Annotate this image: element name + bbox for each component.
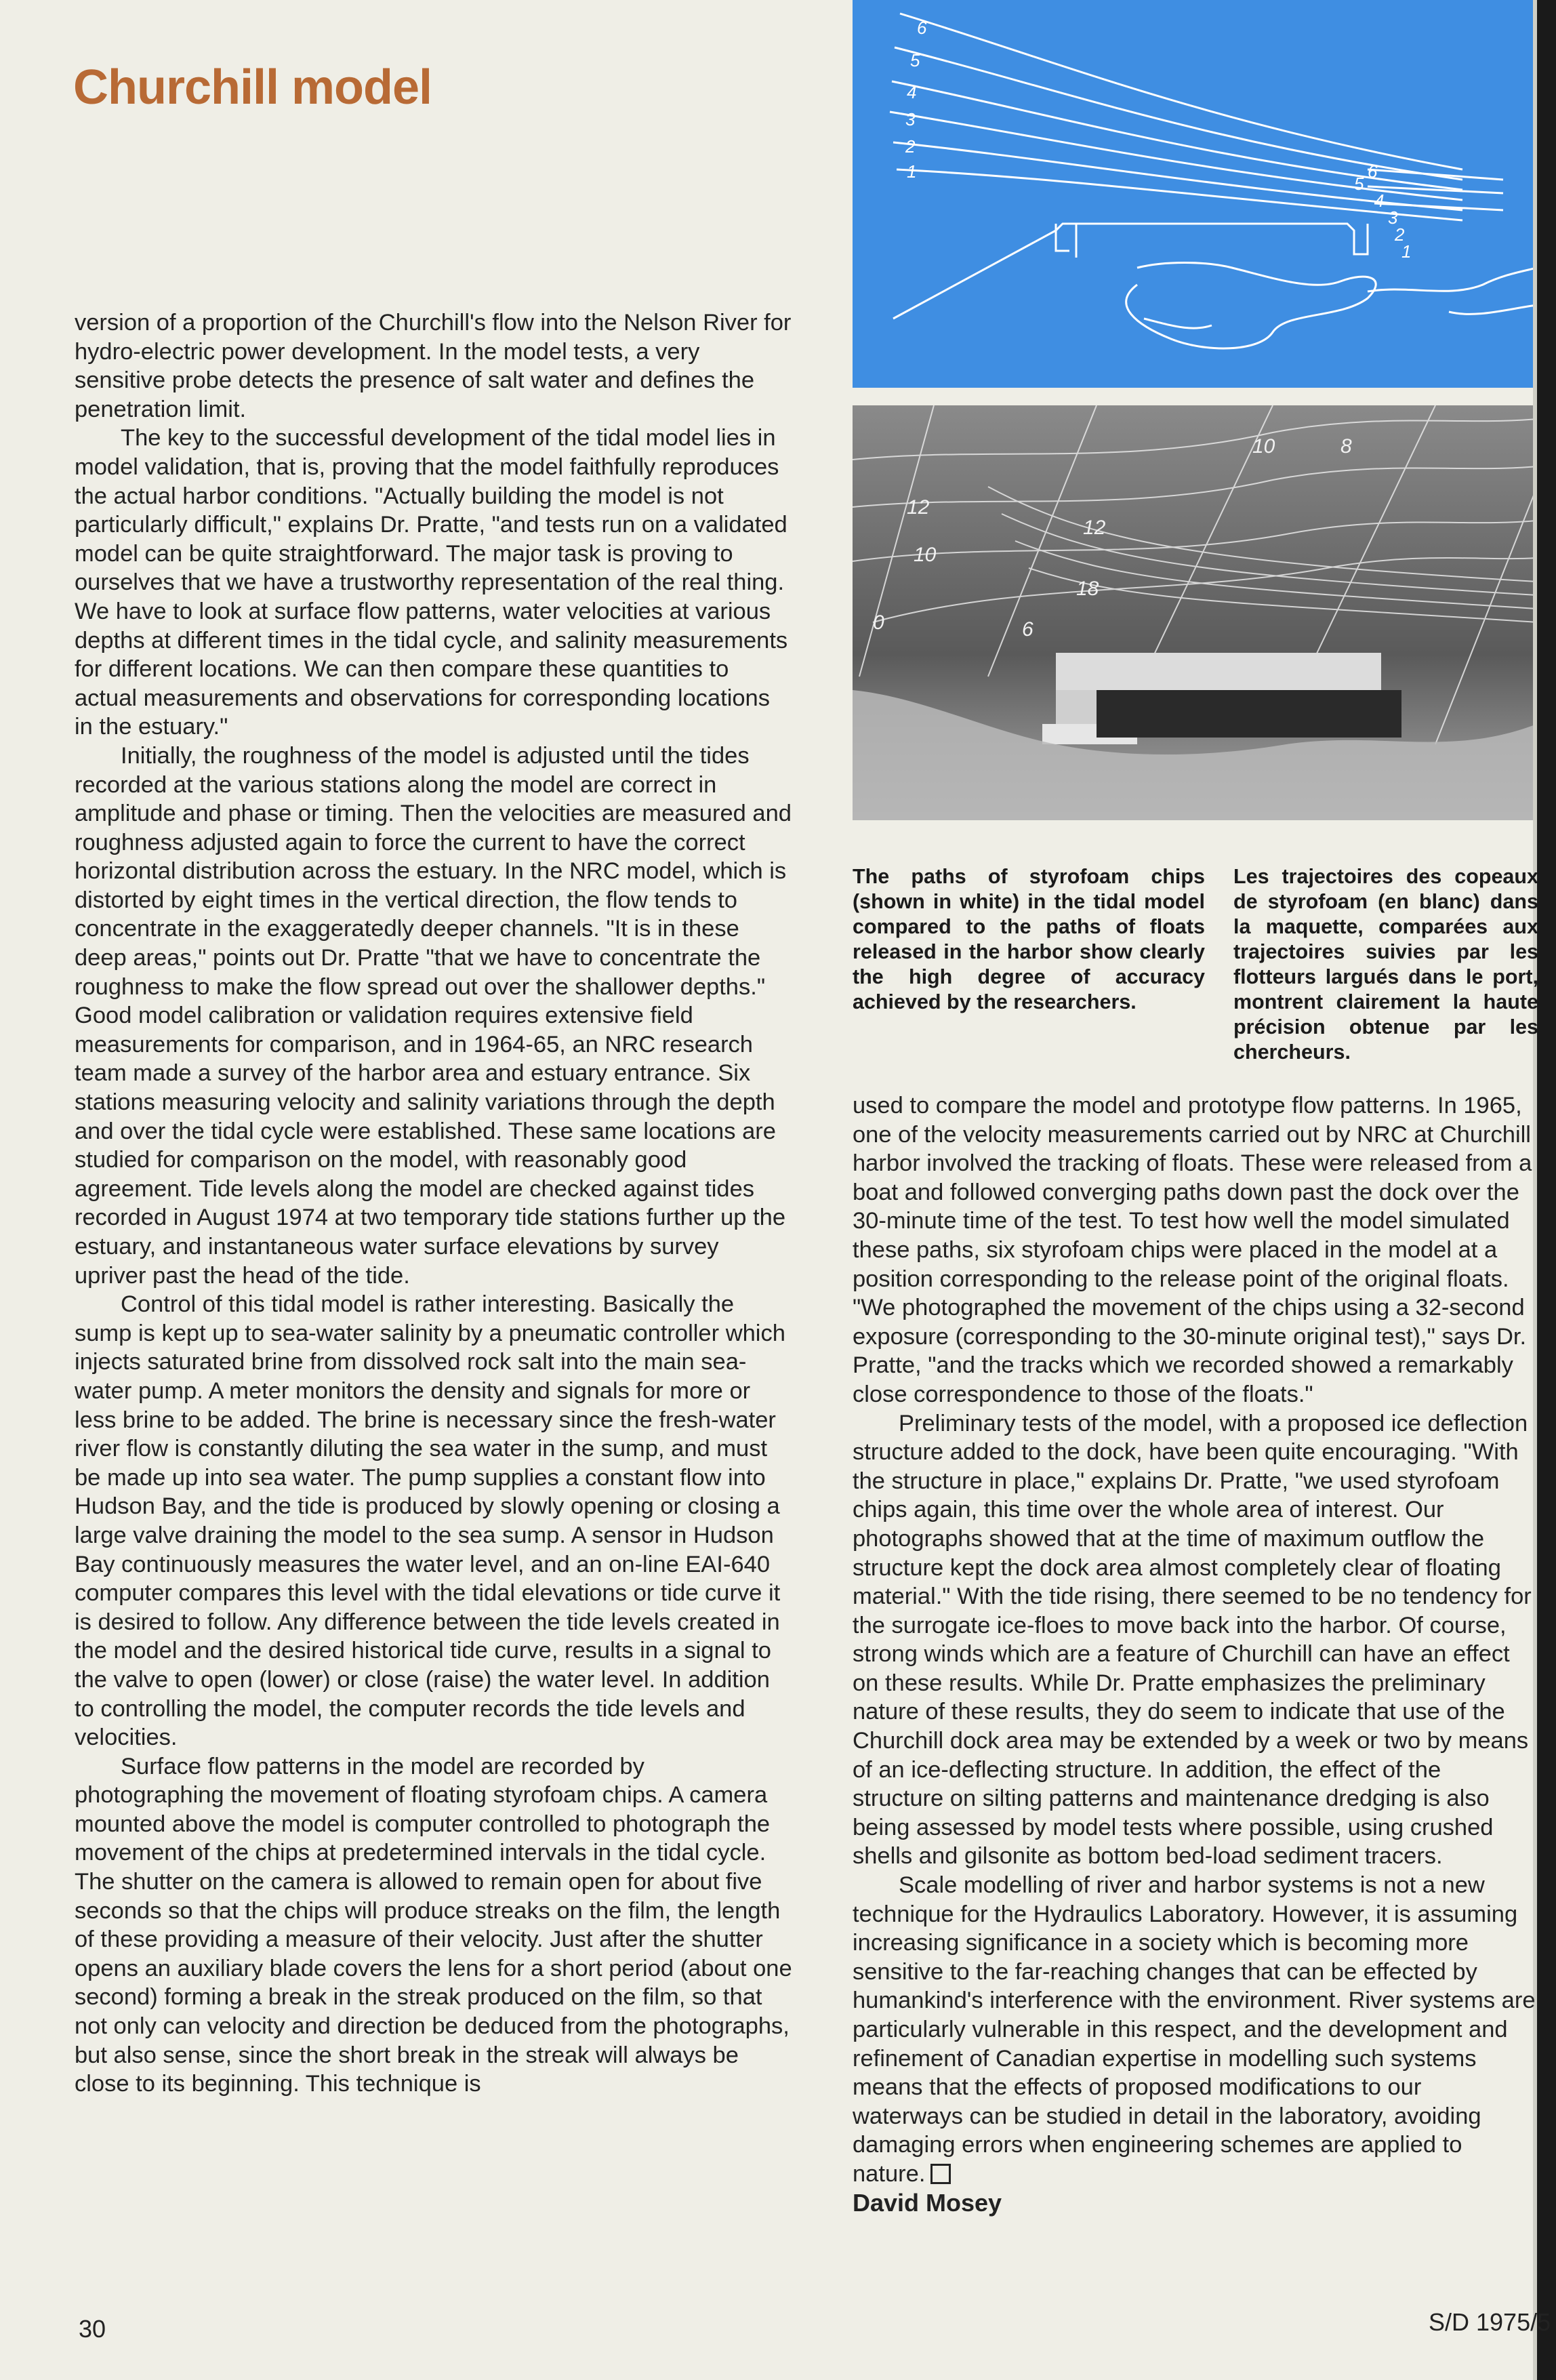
path-label: 2 [1395,224,1405,245]
paragraph-text: Scale modelling of river and harbor systems is not a new technique for the Hydraulics Laboratory. However, it is assuming increasing significance in a society which is becoming more sensitive to the far-reaching changes that can be effected by humankind's interference with the environment. River systems are particularly vulnerable in this respect, and the development and refinement of Canadian expertise in modelling such systems means that the effects of proposed modifications to our waterways can be studied in detail in the laboratory, avoiding damaging errors when engineering schemes are applied to nature. [853,1872,1536,2187]
path-label: 5 [1354,174,1364,194]
path-label: 1 [907,161,917,182]
paragraph: version of a proportion of the Churchill's flow into the Nelson River for hydro-electric power development. In the model tests, a very sensitive probe detects the presence of salt water and defines the penetration limit. [75,310,792,422]
paragraph: Initially, the roughness of the model is adjusted until the tides recorded at the various stations along the model are correct in amplitude and phase or timing. Then the velocities are measured and roughness adjusted again to force the current to have the correct horizontal distribution across the estuary. In the NRC model, which is distorted by eight times in the vertical direction, the flow tends to concentrate in the exaggeratedly deeper channels. "It is in these deep areas," points out Dr. Pratte "that we have to concentrate the roughness to make the flow spread out over the shallower depths." Good model calibration or validation requires extensive field measurements for comparison, and in 1964-65, an NRC research team made a survey of the harbor area and estuary entrance. Six stations measuring velocity and salinity variations through the depth and over the tidal cycle were established. These same locations are studied for comparison on the model, with reasonably good agreement. Tide levels along the model are checked against tides recorded in August 1974 at two temporary tide stations further up the estuary, and instantaneous water surface elevations by survey upriver past the head of the tide. [75,742,792,1289]
float-paths-svg [853,0,1537,388]
path-label: 1 [1401,241,1412,262]
path-label: 3 [905,109,916,129]
paragraph: used to compare the model and prototype flow patterns. In 1965, one of the velocity measurements carried out by NRC at Churchill harbor involved the tracking of floats. These were released from a boat and followed converging paths down past the dock over the 30-minute time of the test. To test how well the model simulated these paths, six styrofoam chips were placed in the model at a position corresponding to the release point of the original floats. "We photographed the movement of the chips using a 32-second exposure (corresponding to the 30-minute original test)," says Dr. Pratte, "and the tracks which we recorded showed a remarkably close correspondence to those of the floats." [853,1093,1532,1407]
float-paths-diagram [853,0,1537,388]
contour-label: 8 [1340,435,1352,458]
article-title: Churchill model [73,60,432,115]
right-column [853,1091,1537,2217]
path-label: 4 [1374,190,1385,211]
path-label: 2 [905,136,916,157]
model-photograph [853,405,1537,820]
paragraph: The key to the successful development of the tidal model lies in model validation, that is, proving that the model faithfully reproduces the actual harbor conditions. "Actually building the model is not particularly difficult," explains Dr. Pratte, "and tests run on a validated model can be quite straightforward. The major task is proving to ourselves that we have a trustworthy representation of the real thing. We have to look at surface flow patterns, water velocities at various depths at different times in the tidal cycle, and salinity measurements for different locations. We can then compare these quantities to actual measurements and observations for corresponding locations in the estuary." [75,425,788,740]
author-byline: David Mosey [853,2188,1002,2217]
path-label: 6 [917,18,927,38]
contour-label: 0 [873,611,884,634]
paragraph: Preliminary tests of the model, with a proposed ice deflection structure added to the dock, have been quite encouraging. "With the structure in place," explains Dr. Pratte, "we used styrofoam chips again, this time over the whole area of interest. Our photographs showed that at the time of maximum outflow the structure kept the dock area almost completely clear of floating material." With the tide rising, there seemed to be no tendency for the surrogate ice-floes to move back into the harbor. Of course, strong winds which are a feature of Churchill can have an effect on these results. While Dr. Pratte emphasizes the preliminary nature of these results, they do seem to indicate that use of the Churchill dock area may be extended by a week or two by means of an ice-deflecting structure. In addition, the effect of the structure on silting patterns and maintenance dredging is also being assessed by model tests where possible, using crushed shells and gilsonite as bottom bed-load sediment tracers. [853,1410,1532,1870]
path-label: 4 [907,82,917,102]
contour-label: 6 [1022,618,1033,641]
paragraph [853,1871,1537,2189]
page-spine [1537,0,1556,2380]
contour-label: 10 [1252,435,1275,458]
end-of-article-mark [930,2164,951,2184]
path-label: 5 [910,50,920,70]
contour-label: 18 [1076,578,1099,600]
caption-english: The paths of styrofoam chips (shown in white) in the tidal model compared to the paths of floats released in the harbor show clearly the high degree of accuracy achieved by the researchers. [853,865,1205,1013]
paragraph: Control of this tidal model is rather interesting. Basically the sump is kept up to sea-water salinity by a pneumatic controller which injects saturated brine from dissolved rock salt into the main sea-water pump. A meter monitors the density and signals for more or less brine to be added. The brine is necessary since the fresh-water river flow is constantly diluting the sea water in the sump, and must be made up into sea water. The pump supplies a constant flow into Hudson Bay, and the tide is produced by slowly opening or closing a large valve draining the model to the sea sump. A sensor in Hudson Bay continuously measures the water level, and an on-line EAI-640 computer compares this level with the tidal elevations or tide curve it is desired to follow. Any difference between the tide levels created in the model and the desired historical tide curve, results in a signal to the valve to open (lower) or close (raise) the water level. In addition to controlling the model, the computer records the tide levels and velocities. [75,1291,785,1751]
contour-label: 12 [907,496,930,519]
paragraph: Surface flow patterns in the model are recorded by photographing the movement of floating styrofoam chips. A camera mounted above the model is computer controlled to photograph the movement of the chips at predetermined intervals in the tidal cycle. The shutter on the camera is allowed to remain open for about five seconds so that the chips will produce streaks on the film, the length of these providing a measure of their velocity. Just after the shutter opens an auxiliary blade covers the lens for a short period (about one second) forming a break in the streak produced on the film, so that not only can velocity and direction be deduced from the photographs, but also sense, since the short break in the streak will always be close to its beginning. This technique is [75,1753,792,2097]
page-number: 30 [79,2315,106,2343]
contour-label: 10 [914,544,937,566]
caption-french: Les trajectoires des copeaux de styrofoam (en blanc) dans la maquette, comparées aux trajectoires suivies par les flotteurs largués dans le port, montrent clairement la haute précision obtenue par les chercheurs. [1233,865,1538,1064]
path-label: 6 [1368,161,1378,182]
left-column [75,308,793,2099]
issue-footer: S/D 1975/5 [1429,2308,1551,2336]
path-label: 3 [1388,207,1398,228]
model-photo-svg [853,405,1537,820]
contour-label: 12 [1083,517,1106,539]
